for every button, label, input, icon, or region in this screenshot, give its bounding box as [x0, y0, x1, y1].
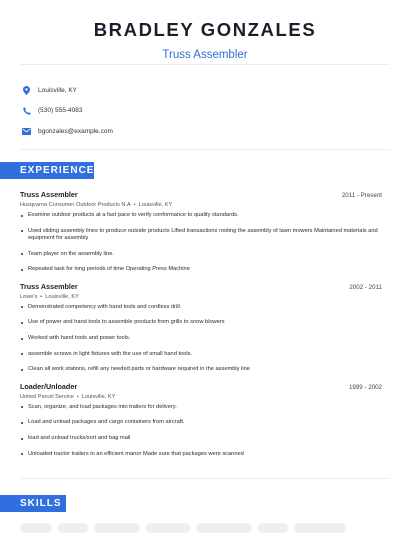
list-item: Worked with hand tools and power tools. [20, 335, 382, 342]
list-item: Team player on the assembly line. [20, 251, 382, 258]
list-item: Scan, organize, and load packages into trailers for delivery. [20, 404, 382, 411]
experience-list [20, 190, 382, 458]
contact-phone [22, 102, 113, 120]
job-company-line: United Parcel Service • Louisville, KY [20, 393, 116, 400]
list-item: Repeated task for long periods of time Operating Press Machine [20, 266, 382, 273]
contact-list [22, 81, 113, 143]
job-bullets [20, 212, 382, 274]
experience-divider [20, 478, 390, 479]
skill-pill [294, 523, 346, 533]
skill-pill [258, 523, 288, 533]
job-entry [20, 190, 382, 274]
email-icon [22, 127, 31, 136]
skill-pill [196, 523, 252, 533]
job-title: Truss Assembler [20, 281, 78, 291]
list-item: Use of power and hand tools to assemble products from grills to snow blowers [20, 319, 382, 326]
job-company: Husqvarna Consumer Outdoor Products N.A [20, 202, 131, 208]
list-item: Examine outdoor products at a fast pace to verify conformance to quality standards. [20, 212, 382, 219]
job-company: Lowe's [20, 293, 38, 300]
phone-text: (530) 555-4083 [38, 107, 83, 114]
list-item: Used sliding assembly lines to produce outside products Lifted transactions rooting the assembly of lawn mowers Maintained materials and equipment for assembly [20, 228, 382, 242]
contact-location [22, 81, 113, 99]
phone-icon [22, 106, 31, 115]
job-title: Truss Assembler [20, 190, 78, 199]
list-item: assemble screws in light fixtures with the use of small hand tools. [20, 351, 382, 358]
section-experience-heading: EXPERIENCE [0, 162, 94, 179]
contact-email [22, 122, 113, 140]
candidate-role: Truss Assembler [162, 49, 248, 61]
job-entry [20, 382, 382, 458]
contact-divider [20, 149, 390, 150]
job-title: Loader/Unloader [20, 381, 78, 391]
map-pin-icon [22, 86, 31, 95]
job-dates: 1999 - 2002 [348, 383, 382, 391]
candidate-name: BRADLEY GONZALES [93, 19, 317, 40]
skill-pill [94, 523, 140, 533]
skills-list [20, 523, 346, 533]
job-company-line: Husqvarna Consumer Outdoor Products N.A • Louisville, KY [20, 202, 173, 208]
job-dates: 2002 - 2011 [349, 283, 382, 291]
list-item: Demonstrated competency with hand tools and cordless drill. [20, 304, 382, 311]
job-bullets [20, 304, 382, 374]
job-entry [20, 282, 382, 374]
job-dates: 2011 - Present [341, 192, 382, 199]
skill-pill [20, 523, 52, 533]
list-item: Load and unload packages and cargo containers from aircraft. [20, 419, 382, 426]
section-skills-heading: SKILLS [0, 495, 66, 512]
list-item: Unloaded tractor trailers in an efficient manor Made sure that packages were scanned [20, 451, 382, 458]
skill-pill [58, 523, 88, 533]
skill-pill [146, 523, 190, 533]
job-location: Louisville, KY [138, 202, 173, 208]
job-location: Louisville, KY [45, 293, 79, 300]
job-bullets [20, 404, 382, 458]
job-company: United Parcel Service [20, 393, 74, 400]
location-text: Louisville, KY [38, 86, 78, 94]
job-location: Louisville, KY [81, 393, 116, 400]
resume-header [0, 0, 410, 62]
header-divider [20, 64, 390, 65]
list-item: load and unload trucks/sort and bag mail [20, 435, 382, 442]
job-company-line: Lowe's • Louisville, KY [20, 293, 79, 300]
list-item: Clean all work stations, refill any needed parts or hardware required in the assembly line [20, 366, 382, 373]
email-text: bgonzales@example.com [38, 127, 113, 135]
